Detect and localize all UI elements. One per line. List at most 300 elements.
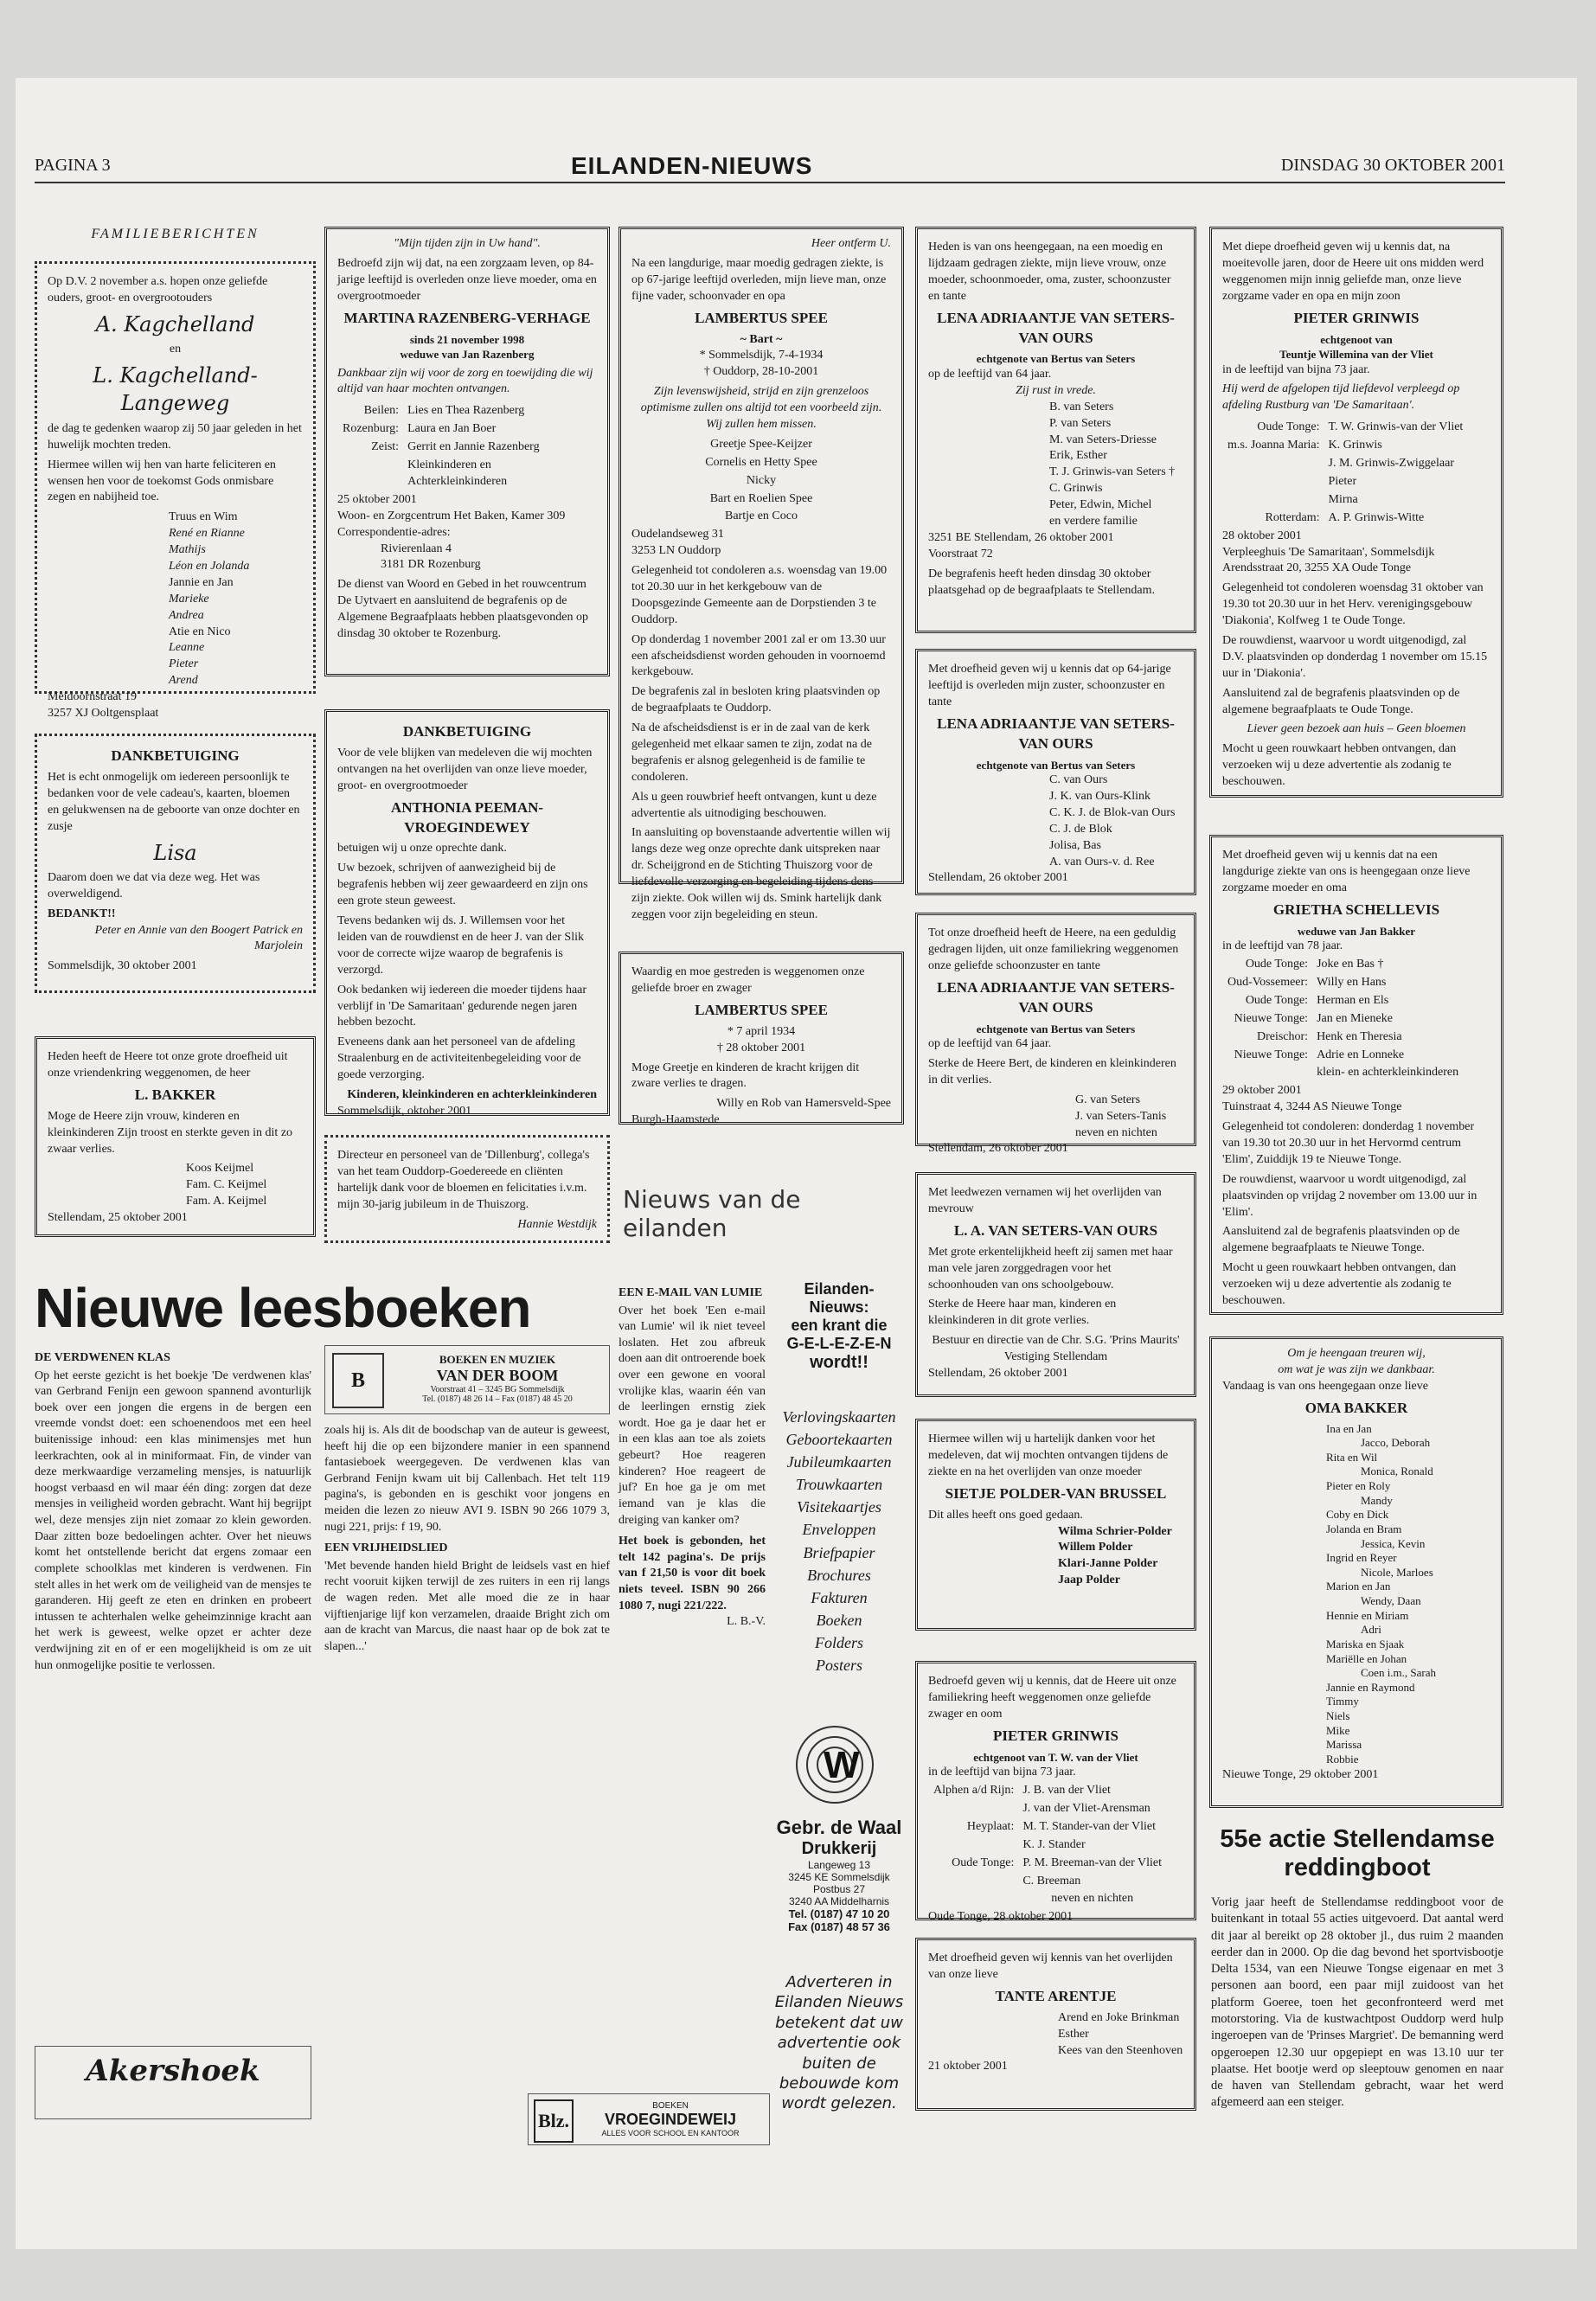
printer-tel: Tel. (0187) 47 10 20 [788,1907,890,1920]
deceased-name: MARTINA RAZENBERG-VERHAGE [343,309,591,326]
bakker-text: Moge de Heere zijn vrouw, kinderen en kleinkinderen Zijn troost en sterkte geven in dit zo zwaar verlies. [48,1109,293,1156]
bakker-sign: Fam. A. Keijmel [186,1195,267,1208]
row-label: Oude Tonge: [1257,420,1320,434]
family-line: Nicky [746,473,777,487]
books-t1: Op het eerste gezicht is het boekje 'De verdwenen klas' van Gerbrand Fenijn een gewoon spannend avonturlijk boek over een jongen die ergens in de bergen een vreemde vondst doet: een schoenendoos met een heel buitenissige inhoud: een klas minimensjes met hun leerkrachten, ook al in miniformaat. Fin, de vinder van deze merkwaardige verzameling mensjes, is natuurlijk hoogst verbaasd en wil maar één ding: zorgen dat deze mensjes in veiligheid worden gebracht. Want hij begrijpt wel, deze mensjes zijn niet zomaar zo klein geworden. Daar zitten boze bedoelingen achter. Over het nieuws komt het ontstellende bericht dat ergens zomaar een complete schoolklas met kinderen is verdwenen. Fin stelt alles in het werk om de veiligheid van de mensjes te garanderen. Hij geeft ze eten en drinken en probeert intussen te achterhalen welke geheimzinnige kracht aan het werk is geweest, welke opzet er achter deze verdwijning zit en of er een mogelijkheid is om ze uit hun onmogelijke positie te verlossen. [35,1368,311,1672]
row-label: Rotterdam: [1265,510,1320,524]
en-head: Eilanden-Nieuws: [804,1280,875,1316]
thanks2-p2: betuigen wij u onze oprechte dank. [337,842,507,856]
shop-tel: Tel. (0187) 48 26 14 – Fax (0187) 48 45 20 [422,1394,573,1404]
books-h2: EEN VRIJHEIDSLIED [324,1541,448,1555]
row-value: M. T. Stander-van der Vliet [1022,1819,1157,1833]
addr1: Oudelandseweg 31 [631,528,724,542]
row-value: klein- en achterkleinkinderen [1317,1066,1459,1080]
service-item: Boeken [816,1611,862,1629]
a2-intro: Met droefheid geven wij u kennis dat op 64-jarige leeftijd is overleden mijn zuster, schoonzuster en tante [928,663,1171,708]
row-label [930,1874,1017,1890]
row-label: Oude Tonge: [1245,993,1309,1007]
oma-family-list [1222,1422,1490,1767]
shop-title: BOEKEN EN MUZIEK [439,1353,556,1366]
family-line: neven en nichten [1075,1125,1157,1139]
vanseters-ad-3 [915,913,1196,1156]
printer-services [774,1406,904,1676]
family-line: Kees van den Steenhoven [1058,2043,1183,2057]
a1-verse: Zij rust in vrede. [1016,383,1096,397]
a1-place: Verpleeghuis 'De Samaritaan', Sommelsdijk [1222,545,1435,559]
a1-addr: 3251 BE Stellendam, 26 oktober 2001 [928,530,1114,544]
family-line: Greetje Spee-Keijzer [710,437,812,451]
vroegindeweij-ad [528,2093,770,2145]
family-line: B. van Seters [1049,400,1114,413]
family-line: Hennie en Miriam [1326,1608,1409,1622]
family-line: Jannie en Raymond [1326,1680,1415,1694]
a2-spouse: echtgenote van Bertus van Seters [976,758,1136,772]
bakker-place: Stellendam, 25 oktober 2001 [48,1211,188,1225]
family-line: Truus en Wim [169,510,238,524]
row-label: m.s. Joanna Maria: [1227,439,1320,452]
anniv-en: en [169,343,182,356]
thanks2-title: DANKBETUIGING [402,723,532,740]
row-value: Herman en Els [1317,993,1389,1007]
vr-name: VROEGINDEWEIJ [604,2111,737,2128]
a7-name: TANTE ARENTJE [995,1987,1117,2004]
dir-text: Directeur en personeel van de 'Dillenburg', collega's van het team Ouddorp-Goedereede en cliënten hartelijk dank voor de bloemen en felicitaties i.v.m. mijn 30-jarig jubileum in de Thuiszorg. [337,1149,590,1211]
polder-ad [915,1419,1196,1631]
a1-intro: Heden is van ons heengegaan, na een moedig en lijdzaam gedragen ziekte, mijn lieve vrouw, onze moeder, schoonmoeder, oma, zuster, schoonzuster en tante [928,240,1171,303]
family-line: Léon en Jolanda [169,559,250,573]
family-line: Ingrid en Reyer [1326,1551,1397,1565]
family-line: Peter, Edwin, Michel [1049,498,1152,512]
a2-p3: Aansluitend zal de begrafenis plaatsvinden op de algemene begraafplaats te Nieuwe Tonge. [1222,1225,1460,1255]
row-label: Oud-Vossemeer: [1227,975,1309,989]
thanks2-place: Sommelsdijk, oktober 2001 [337,1104,472,1118]
family-line: Adri [1361,1623,1381,1637]
thanks2-p3: Uw bezoek, schrijven of aanwezigheid bij de begrafenis hebben wij zeer gewaardeerd en zijn ons een grote steun geweest. [337,862,588,908]
a2-place: Stellendam, 26 oktober 2001 [928,871,1068,885]
row-label [1224,492,1324,509]
a1-street: Voorstraat 72 [928,547,993,561]
a1-addr: Arendsstraat 20, 3255 XA Oude Tonge [1222,561,1412,575]
books-col2 [324,1423,610,1656]
vanseters-ad-2 [915,649,1196,895]
place: Woon- en Zorgcentrum Het Baken, Kamer 309 [337,509,566,522]
a3-verse1: Om je heengaan treuren wij, [1287,1347,1426,1360]
family-line: Jolisa, Bas [1049,838,1101,852]
row-label [930,1837,1017,1854]
a5-name: SIETJE POLDER-VAN BRUSSEL [945,1484,1167,1502]
thanks-sign: Peter en Annie van den Boogert Patrick en Marjolein [94,923,303,953]
a6-spouse: echtgenoot van T. W. van der Vliet [973,1750,1138,1764]
anniv-text2: Hiermee willen wij hen van harte feliciteren en wensen hen voor de toekomst Gods onmisbare zegen en nabijheid toe. [48,458,276,504]
a1-date: 28 oktober 2001 [1222,529,1302,542]
row-value: T. W. Grinwis-van der Vliet [1328,420,1464,434]
banner-nieuws: Nieuws van de eilanden [623,1185,801,1242]
books-headline: Nieuwe leesboeken [35,1277,531,1339]
thanks2-p5: Ook bedanken wij iedereen die moeder tijdens haar verblijf in 'De Samaritaan' gedurende negen jaren hebben bezocht. [337,983,587,1029]
family-line: Jacco, Deborah [1361,1436,1431,1450]
row-value: J. M. Grinwis-Zwiggelaar [1328,457,1454,471]
service-item: Brochures [807,1566,871,1584]
anniv-text: de dag te gedenken waarop zij 50 jaar geleden in het huwelijk mochten treden. [48,421,302,452]
family-line: en verdere familie [1049,515,1138,528]
family-line: Jannie en Jan [169,575,234,589]
deceased-name: LAMBERTUS SPEE [695,309,828,326]
family-table [1222,955,1464,1083]
quote: Heer ontferm U. [811,237,891,250]
family-line: Willem Polder [1058,1541,1133,1554]
family-line: Esther [1058,2027,1089,2041]
printer-info [774,1817,904,1933]
books-t2: zoals hij is. Als dit de boodschap van de auteur is geweest, heeft hij die op een bijzondere manier in een spannend fantasieboek weergegeven. De verdwenen klas van Gerbrand Fenijn kwam uit bij Callenbach. Het telt 119 pagina's, is gebonden en is geschikt voor jongens en meiden die lezen zo nieuw AVI 9. ISBN 90 266 1079 3, nugi 221, prijs: f 19, 90. [324,1424,610,1534]
row-value: P. M. Breeman-van der Vliet [1022,1856,1163,1869]
intro: Bedroefd zijn wij dat, na een zorgzaam leven, op 84-jarige leeftijd is overleden onze lieve moeder, oma en overgrootmoeder [337,256,597,303]
family-line: Monica, Ronald [1361,1465,1433,1478]
thanks-text: Het is echt onmogelijk om iedereen persoonlijk te bedanken voor de vele cadeau's, kaarten, bloemen en gelukwensen na de geboorte van onze dochter en zusje [48,770,300,833]
a5-text: Dit alles heeft ons goed gedaan. [928,1508,1083,1522]
thanks-name: Lisa [153,840,197,865]
row-label: Heyplaat: [966,1819,1015,1833]
row-label [930,1891,1017,1907]
a2-p4: Mocht u geen rouwkaart hebben ontvangen, dan verzoeken wij u deze advertentie als zodanig te beschouwen. [1222,1261,1457,1307]
books-t5: Het boek is gebonden, het telt 142 pagina's. De prijs van f 21,50 is voor dit boek niets teveel. ISBN 90 266 1080 7, nugi 221/222. [619,1535,766,1612]
a6-age: in de leeftijd van bijna 73 jaar. [928,1766,1076,1779]
b2-died: † 28 oktober 2001 [716,1041,806,1054]
a3-place: Stellendam, 26 oktober 2001 [928,1142,1068,1156]
family-line: Jessica, Kevin [1361,1536,1426,1550]
a3-spouse: echtgenote van Bertus van Seters [976,1022,1136,1035]
section-title: FAMILIEBERICHTEN [91,227,260,241]
issue-date: DINSDAG 30 OKTOBER 2001 [1280,156,1505,175]
a2-intro: Met droefheid geven wij u kennis dat na een langdurige ziekte van ons is heengegaan onze lieve zorgzame moeder en oma [1222,849,1471,894]
akershoek-logo: Akershoek [86,2054,260,2088]
row-label: Zeist: [371,440,400,454]
books-col3 [619,1280,766,1631]
anniv-name1: A. Kagchelland [95,311,255,336]
verse: Zijn levenswijsheid, strijd en zijn grenzeloos optimisme zullen ons altijd tot een voorbeeld zijn. Wij zullen hem missen. [640,385,882,431]
thanks-title: DANKBETUIGING [111,747,240,764]
family-line: G. van Seters [1075,1093,1141,1106]
family-line: Wendy, Daan [1361,1594,1421,1608]
a2-spouse: weduwe van Jan Bakker [1297,924,1416,938]
thanks2-text: Voor de vele blijken van medeleven die wij mochten ontvangen na het overlijden van onze lieve moeder, groot- en overgrootmoeder [337,746,593,792]
service-item: Geboortekaarten [785,1431,893,1449]
page-header [35,152,1505,183]
b2-sign: Willy en Rob van Hamersveld-Spee [716,1097,891,1111]
row-value: Laura en Jan Boer [407,422,497,436]
services-list [774,1406,904,1676]
peeman-thanks-ad [324,709,610,1116]
widow: weduwe van Jan Razenberg [400,348,535,362]
row-label: Alphen a/d Rijn: [933,1784,1015,1798]
vanseters-ad-1 [915,227,1196,633]
books-t4: Over het boek 'Een e-mail van Lumie' wil ik niet teveel loslaten. Het zou afbreuk doen aan dit ontroerende boek over een gewone en vooral vrolijke klas, waarin één van de leerlingen ernstig ziek wordt. Hoe ga je daar het er in een klas aan toe als zoiets gebeurt? Hoe reageren kinderen? Hoe reageert de juf? En hoe ga je om met iemand van je klas die dreiging van kanker om? [619,1304,766,1527]
news-body: Vorig jaar heeft de Stellendamse reddingboot voor de buitenkant in totaal 55 acties uitgevoerd. Dat aantal werd dit jaar al bereikt op 28 oktober jl., dus ruim 2 maanden eerder dan in 2000. Op die dag bevond het sportvisbootje Delta 1534, van een Nieuwe Tongse eigenaar en met 3 personen aan boord, een paar mijl zuidoost van het platform Goeree, toen het geconfronteerd werd met motorstoring. Via de kustwachtpost Ouddorp werd hulp ingeroepen van de 'Prinses Margriet'. De bemanning werd opgeroepen 12.30 uur opgepiept en was 13.10 uur ter plaatse. Het bootje werd op sleeptouw genomen en naar de haven van Stellendam gebracht, waar het werd afgemeerd aan een steiger. [1211,1895,1503,2110]
family-line: Marion en Jan [1326,1580,1391,1593]
addr2: 3253 LN Ouddorp [631,544,721,558]
service-item: Verlovingskaarten [782,1408,896,1426]
thanks2-name: ANTHONIA PEEMAN-VROEGINDEWEY [390,798,544,836]
razenberg-ad [324,227,610,676]
a1-age: op de leeftijd van 64 jaar. [928,367,1052,381]
row-value: Lies en Thea Razenberg [407,404,525,418]
family-line: Andrea [169,608,204,622]
row-label: Nieuwe Tonge: [1234,1011,1309,1025]
en-word: wordt!! [810,1353,869,1372]
anniv-name2: L. Kagchelland-Langeweg [93,363,258,416]
books-h1: DE VERDWENEN KLAS [35,1351,170,1364]
family-line: Bart en Roelien Spee [709,491,813,505]
family-line: Mariëlle en Johan [1326,1651,1407,1665]
thanks2-p6: Eveneens dank aan het personeel van de afdeling Straalenburg en de activiteitenbegeleiding voor de goede verzorging. [337,1035,581,1082]
a4-place: Stellendam, 26 oktober 2001 [928,1366,1068,1380]
row-value: C. Breeman [1022,1874,1081,1888]
en-sub: een krant die [791,1317,888,1334]
blz-logo-icon: Blz. [534,2099,574,2143]
svg-text:W: W [824,1744,860,1786]
thanks-text2: Daarom doen we dat via deze weg. Het was overweldigend. [48,870,260,901]
books-author: L. B.-V. [727,1615,766,1629]
page-number: PAGINA 3 [35,156,111,175]
a3-name: OMA BAKKER [1304,1399,1408,1416]
bookshop-ad [324,1345,610,1414]
printer-name: Gebr. de Waal [776,1817,902,1838]
thanks: Dankbaar zijn wij voor de zorg en toewijding die wij altijd van haar mochten ontvangen. [337,366,593,396]
a3-verse2: om wat je was zijn we dankbaar. [1278,1362,1435,1376]
row-value: Kleinkinderen en Achterkleinkinderen [407,458,508,488]
a4-name: L. A. VAN SETERS-VAN OURS [953,1221,1158,1239]
a6-intro: Bedroefd geven wij u kennis, dat de Heere uit onze familiekring heeft weggenomen onze geliefde zwager en oom [928,1675,1176,1721]
row-value: Gerrit en Jannie Razenberg [407,440,540,454]
vr-top: BOEKEN [652,2101,689,2111]
a3-place: Nieuwe Tonge, 29 oktober 2001 [1222,1767,1379,1781]
en-promo [774,1280,904,1373]
a1-p1: Gelegenheid tot condoleren woensdag 31 oktober van 19.30 tot 20.30 uur in het Herv. verenigingsgebouw 'Diakonia', Kolfweg 1 te Oude Tonge. [1222,581,1484,628]
printer-fax: Fax (0187) 48 57 36 [788,1920,890,1933]
family-line: Erik, Esther [1049,449,1107,463]
intro: Na een langdurige, maar moedig gedragen ziekte, is op 67-jarige leeftijd overleden, mijn lieve man, onze fijne vader, schoonvader en opa [631,256,887,303]
advertising-promo: Adverteren in Eilanden Nieuws betekent dat uw advertentie ook buiten de bebouwde kom wordt gelezen. [774,1973,904,2113]
a4-intro: Met leedwezen vernamen wij het overlijden van mevrouw [928,1186,1162,1215]
a2-p1: Gelegenheid tot condoleren: donderdag 1 november van 19.30 tot 20.30 uur in het Hervormd centrum 'Elim', Zuiddijk 19 te Nieuwe Tonge. [1222,1120,1475,1166]
family-line: J. K. van Ours-Klink [1049,789,1151,803]
service-item: Enveloppen [802,1521,876,1539]
row-value: Henk en Theresia [1317,1029,1402,1043]
family-line: Rita en Wil [1326,1450,1378,1464]
family-line: Nicole, Marloes [1361,1565,1433,1579]
a4-text2: Sterke de Heere haar man, kinderen en kleinkinderen in dit grote verlies. [928,1298,1117,1328]
a1-p3: Aansluitend zal de begrafenis plaatsvinden op de algemene begraafplaats te Oude Tonge. [1222,686,1460,716]
row-value: Jan en Mieneke [1317,1011,1393,1025]
row-value: K. J. Stander [1022,1837,1086,1851]
family-line: Coen i.m., Sarah [1361,1666,1437,1680]
shop-name: VAN DER BOOM [436,1367,559,1384]
tante-arentje-ad [915,1938,1196,2111]
a2-date: 29 oktober 2001 [1222,1084,1302,1098]
service-item: Visitekaartjes [797,1498,881,1516]
printer-addr: 3240 AA Middelharnis [788,1895,890,1907]
a6-place: Oude Tonge, 28 oktober 2001 [928,1910,1074,1924]
a1-spouse2: Teuntje Willemina van der Vliet [1279,348,1433,362]
service-item: Fakturen [811,1588,868,1606]
family-line: Mike [1326,1723,1350,1737]
family-line: Atie en Nico [169,625,231,638]
row-label: Beilen: [363,404,400,418]
a2-name: LENA ADRIAANTJE VAN SETERS-VAN OURS [937,715,1175,752]
en-spell: G-E-L-E-Z-E-N [786,1335,892,1352]
a1-p5: Mocht u geen rouwkaart hebben ontvangen, dan verzoeken wij u deze advertentie als zodanig te beschouwen. [1222,742,1457,789]
anniversary-ad [35,261,316,720]
quote: "Mijn tijden zijn in Uw hand". [394,237,541,250]
thanks-ad-lisa [35,734,316,993]
row-value: Joke en Bas † [1317,958,1384,971]
row-label [1224,456,1324,472]
thanks-bedankt: BEDANKT!! [48,907,116,920]
family-line: Klari-Janne Polder [1058,1557,1158,1571]
printer-addr: 3245 KE Sommelsdijk [788,1871,890,1883]
died: † Ouddorp, 28-10-2001 [703,365,819,379]
dillenburg-ad [324,1135,610,1243]
a2-age: in de leeftijd van 78 jaar. [1222,939,1343,953]
p1: Gelegenheid tot condoleren a.s. woensdag van 19.00 tot 20.30 uur in het kerkgebouw van de Doopsgezinde Gemeente aan de Dorpstienden 3 te Ouddorp. [631,564,888,626]
anniv-address: Meidoornstraat 19 [48,690,138,704]
family-line: René en Rianne [169,527,245,541]
row-label: Oude Tonge: [1245,958,1309,971]
shop-addr: Voorstraat 41 – 3245 BG Sommelsdijk [430,1385,565,1394]
a1-name: LENA ADRIAANTJE VAN SETERS-VAN OURS [937,309,1175,346]
row-value: K. Grinwis [1328,439,1382,452]
spee-family-ad [619,952,904,1125]
p5: Als u geen rouwbrief heeft ontvangen, kunt u deze advertentie als uitnodiging beschouwen. [631,790,877,820]
a4-sign: Bestuur en directie van de Chr. S.G. 'Prins Maurits' Vestiging Stellendam [932,1334,1180,1364]
corr-label: Correspondentie-adres: [337,525,451,539]
a3-text: Sterke de Heere Bert, de kinderen en kleinkinderen in dit verlies. [928,1056,1176,1086]
bakker-ad [35,1036,316,1237]
nickname: ~ Bart ~ [740,332,783,346]
family-line: Leanne [169,641,205,655]
a2-addr: Tuinstraat 4, 3244 AS Nieuwe Tonge [1222,1100,1402,1114]
row-value: Adrie en Lonneke [1317,1048,1405,1061]
family-line: Arend en Joke Brinkman [1058,2010,1180,2024]
row-label [339,458,402,490]
a3-name: LENA ADRIAANTJE VAN SETERS-VAN OURS [937,978,1175,1016]
family-line: Coby en Dick [1326,1508,1389,1522]
printer-addr: Postbus 27 [812,1883,866,1895]
family-line: Timmy [1326,1695,1359,1708]
p3: De begrafenis zal in besloten kring plaatsvinden op de begraafplaats te Ouddorp. [631,685,881,715]
row-label: Dreischor: [1256,1029,1309,1043]
family-line: Niels [1326,1709,1350,1723]
a1-spouse: echtgenote van Bertus van Seters [976,352,1136,366]
date: 25 oktober 2001 [337,492,417,506]
target-logo-icon [787,1721,891,1808]
service: De dienst van Woord en Gebed in het rouwcentrum De Uytvaert en aansluitend de begrafenis op de Algemene Begraafplaats hebben plaatsgevonden op dinsdag 30 oktober te Rozenburg. [337,578,589,640]
thanks-place: Sommelsdijk, 30 oktober 2001 [48,959,197,973]
a7-date: 21 oktober 2001 [928,2060,1008,2073]
row-value: J. van der Vliet-Arensman [1022,1801,1151,1815]
bakker-sign: Koos Keijmel [186,1162,254,1176]
column-1 [35,227,316,242]
family-line: C. van Ours [1049,773,1108,787]
service-item: Briefpapier [803,1543,875,1561]
family-line: Arend [169,674,198,688]
books-t3: 'Met bevende handen hield Bright de leidsels vast en hief recht vooruit kijken terwijl de zes ruiters in een rij langs de wagen reden. Met alle moed die ze in haar vijftienjarige lijf kon verzamelen, draaide Bright zich om aan de kracht van Marcus, die naast haar op de bok zat te slapen...' [324,1559,610,1653]
a2-p2: De rouwdienst, waarvoor u wordt uitgenodigd, zal plaatsvinden op vrijdag 2 november om 13.00 uur in 'Elim'. [1222,1172,1477,1219]
b2-text: Moge Greetje en kinderen de kracht krijgen dit zware verlies te dragen. [631,1061,860,1091]
family-line: Ina en Jan [1326,1421,1372,1435]
row-value: neven en nichten [1051,1892,1134,1906]
family-line: Bartje en Coco [725,510,798,523]
p6: In aansluiting op bovenstaande advertentie willen wij langs deze weg onze oprechte dank uitspreken naar dr. Scheijgrond en de Stichting Thuiszorg voor de liefdevolle verzorging en begeleiding tijdens dens zijn ziekte. Ook willen wij ds. Smink hartelijk dank zeggen voor zijn begeleiding en steun. [631,826,891,921]
row-label [1224,1065,1311,1081]
family-line: P. van Seters [1049,416,1112,430]
a6-name: PIETER GRINWIS [992,1727,1118,1744]
a1-verse: Hij werd de afgelopen tijd liefdevol verpleegd op afdeling Rustburg van 'De Samaritaan'. [1222,382,1460,413]
service-item: Posters [816,1657,862,1675]
a1-text: De begrafenis heeft heden dinsdag 30 oktober plaatsgehad op de begraafplaats te Stellendam. [928,567,1156,597]
anniv-intro: Op D.V. 2 november a.s. hopen onze geliefde ouders, groot- en overgrootouders [48,275,268,304]
row-label [930,1801,1017,1817]
a1-intro: Met diepe droefheid geven wij u kennis dat, na moeitevolle jaren, door de Heere uit ons midden werd weggenomen mijn innig geliefde man, onze lieve zorgzame vader en opa en mijn zoon [1222,240,1484,303]
family-table [1222,418,1468,528]
p4: Na de afscheidsdienst is er in de zaal van de kerk gelegenheid met elkaar samen te zijn, zodat na de begrafenis er alsnog gelegenheid is de familie te condoleren. [631,721,872,784]
a1-p2: De rouwdienst, waarvoor u wordt uitgenodigd, zal D.V. plaatsvinden op donderdag 1 november om 15.15 uur in 'Diakonia'. [1222,633,1488,680]
akershoek-ad [35,2046,311,2119]
a3-intro: Tot onze droefheid heeft de Heere, na een geduldig gedragen lijden, uit onze familiekring weggenomen onze geliefde schoonzuster en tante [928,926,1179,972]
bakker-name: L. BAKKER [134,1086,216,1103]
b2-born: * 7 april 1934 [727,1024,796,1038]
row-label: Nieuwe Tonge: [1234,1048,1309,1061]
printer-addr: Langeweg 13 [807,1859,871,1871]
books-h3: EEN E-MAIL VAN LUMIE [619,1286,763,1299]
family-line: C. J. de Blok [1049,822,1112,836]
family-line: T. J. Grinwis-van Seters † [1049,465,1176,479]
oma-bakker-ad [1209,1336,1503,1808]
family-line: Mandy [1361,1493,1393,1507]
service-item: Jubileumkaarten [786,1453,892,1471]
p2: Op donderdag 1 november 2001 zal er om 13.30 uur een afscheidsdienst worden gehouden in voornoemd kerkgebouw. [631,632,886,679]
family-line: C. K. J. de Blok-van Ours [1049,805,1176,819]
bakker-intro: Heden heeft de Heere tot onze grote droefheid uit onze vriendenkring weggenomen, de heer [48,1050,288,1080]
family-line: C. Grinwis [1049,482,1103,496]
spee-ad [619,227,904,921]
family-table [337,401,597,491]
row-label: Rozenburg: [343,422,400,436]
family-line: J. van Seters-Tanis [1075,1109,1167,1123]
row-value: Willy en Hans [1317,975,1387,989]
b2-name: LAMBERTUS SPEE [695,1001,828,1018]
row-value: Mirna [1328,492,1358,506]
a1-spouse: echtgenoot van [1320,332,1393,346]
family-line: M. van Seters-Driesse [1049,433,1157,446]
a7-intro: Met droefheid geven wij kennis van het overlijden van onze lieve [928,1952,1173,1981]
family-line: Jolanda en Bram [1326,1522,1402,1535]
grinwis-main-ad [1209,227,1503,798]
schellevis-ad [1209,835,1503,1315]
family-line: Pieter en Roly [1326,1479,1391,1493]
family-line: Mathijs [169,543,206,557]
vr-sub: ALLES VOOR SCHOOL EN KANTOOR [601,2129,740,2138]
books-col1 [35,1345,311,1674]
a4-text: Met grote erkentelijkheid heeft zij samen met haar man vele jaren zorggedragen voor het schoonhouden van ons schoolgebouw. [928,1245,1173,1292]
news-headline: 55e actie Stellendamse reddingboot [1220,1825,1495,1882]
family-line: Marissa [1326,1738,1362,1752]
family-table [928,1781,1167,1909]
born: * Sommelsdijk, 7-4-1934 [699,349,824,362]
bookshop-logo-icon: B [332,1353,384,1408]
family-line: Pieter [169,657,199,671]
service-item: Folders [815,1633,863,1651]
row-label [1224,474,1324,490]
